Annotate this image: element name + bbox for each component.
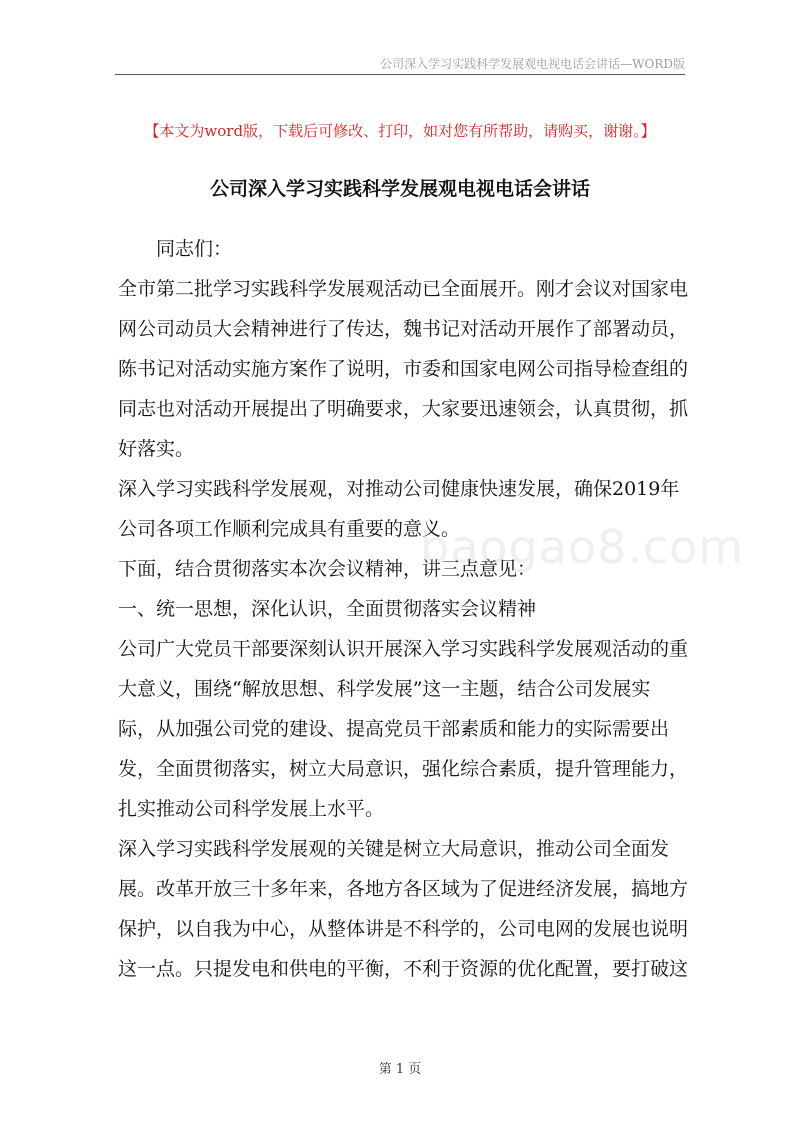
header-divider — [115, 74, 685, 75]
paragraph-2: 深入学习实践科学发展观，对推动公司健康快速发展，确保2019年公司各项工作顺利完成具有重要的意义。 — [118, 478, 680, 540]
running-header: 公司深入学习实践科学发展观电视电话会讲话—WORD版 — [380, 57, 685, 71]
paragraph-5: 深入学习实践科学发展观的关键是树立大局意识，推动公司全面发展。改革开放三十多年来，各地方各区域为了促进经济发展，搞地方保护，以自我为中心，从整体讲是不科学的，公司电网的发展也说明这一点。只提发电和供电的平衡，不利于资源的优化配置，要打破这 — [118, 838, 689, 980]
download-notice: 【本文为word版，下载后可修改、打印，如对您有所帮助，请购买，谢谢。】 — [144, 122, 656, 140]
paragraph-1: 全市第二批学习实践科学发展观活动已全面展开。刚才会议对国家电网公司动员大会精神进行了传达，魏书记对活动开展作了部署动员，陈书记对活动实施方案作了说明，市委和国家电网公司指导检查组的同志也对活动开展提出了明确要求，大家要迅速领会，认真贯彻，抓好落实。 — [118, 278, 689, 460]
greeting: 同志们： — [156, 238, 233, 260]
section-heading-1: 一、统一思想，深化认识，全面贯彻落实会议精神 — [118, 598, 537, 620]
document-title: 公司深入学习实践科学发展观电视电话会讲话 — [209, 178, 590, 200]
document-body — [118, 229, 688, 989]
paragraph-3: 下面，结合贯彻落实本次会议精神，讲三点意见： — [118, 558, 537, 580]
paragraph-4: 公司广大党员干部要深刻认识开展深入学习实践科学发展观活动的重大意义，围绕“解放思想、科学发展”这一主题，结合公司发展实际，从加强公司党的建设、提高党员干部素质和能力的实际需要出发，全面贯彻落实，树立大局意识，强化综合素质，提升管理能力，扎实推动公司科学发展上水平。 — [118, 638, 689, 820]
watermark: baogao8.com — [420, 520, 745, 574]
page-number: 第 1 页 — [378, 1062, 422, 1077]
